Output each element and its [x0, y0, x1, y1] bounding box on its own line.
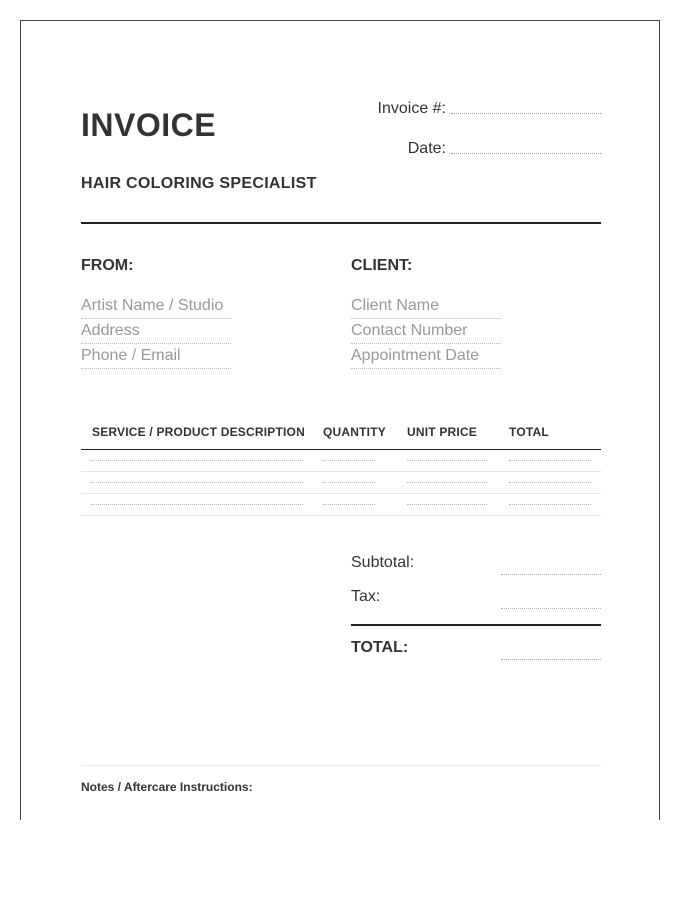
total-field[interactable] — [501, 659, 601, 660]
client-contact-field[interactable]: Contact Number — [351, 322, 501, 344]
row-quantity-field[interactable] — [323, 482, 375, 483]
invoice-number-label: Invoice #: — [377, 100, 446, 117]
subtotal-label: Subtotal: — [351, 554, 415, 571]
tax-label: Tax: — [351, 588, 381, 605]
header-divider — [81, 222, 601, 224]
row-divider — [81, 515, 601, 516]
notes-field[interactable] — [81, 797, 601, 819]
invoice-number-field[interactable] — [451, 113, 601, 114]
col-header-unit-price: UNIT PRICE — [407, 425, 478, 439]
client-heading: CLIENT: — [351, 257, 413, 274]
total-label: TOTAL: — [351, 639, 409, 656]
row-divider — [81, 493, 601, 494]
from-heading: FROM: — [81, 257, 134, 274]
business-subtitle: HAIR COLORING SPECIALIST — [81, 175, 317, 192]
row-total-field[interactable] — [509, 504, 591, 505]
row-quantity-field[interactable] — [323, 460, 375, 461]
row-unit-price-field[interactable] — [407, 460, 487, 461]
row-total-field[interactable] — [509, 460, 591, 461]
subtotal-field[interactable] — [501, 574, 601, 575]
total-rule — [351, 624, 601, 626]
table-header-rule — [81, 449, 601, 450]
notes-label: Notes / Aftercare Instructions: — [81, 780, 253, 794]
row-description-field[interactable] — [91, 460, 303, 461]
col-header-total: TOTAL — [509, 425, 549, 439]
row-description-field[interactable] — [91, 482, 303, 483]
row-description-field[interactable] — [91, 504, 303, 505]
tax-field[interactable] — [501, 608, 601, 609]
client-appointment-field[interactable]: Appointment Date — [351, 347, 501, 369]
from-contact-field[interactable]: Phone / Email — [81, 347, 231, 369]
row-unit-price-field[interactable] — [407, 482, 487, 483]
date-label: Date: — [407, 140, 446, 157]
row-total-field[interactable] — [509, 482, 591, 483]
from-artist-field[interactable]: Artist Name / Studio — [81, 297, 231, 319]
col-header-quantity: QUANTITY — [323, 425, 386, 439]
client-name-field[interactable]: Client Name — [351, 297, 501, 319]
row-divider — [81, 471, 601, 472]
row-quantity-field[interactable] — [323, 504, 375, 505]
col-header-description: SERVICE / PRODUCT DESCRIPTION — [92, 425, 305, 439]
row-unit-price-field[interactable] — [407, 504, 487, 505]
invoice-title: INVOICE — [81, 107, 217, 143]
invoice-page — [20, 20, 660, 820]
from-address-field[interactable]: Address — [81, 322, 231, 344]
notes-divider — [81, 765, 601, 766]
date-field[interactable] — [451, 153, 601, 154]
